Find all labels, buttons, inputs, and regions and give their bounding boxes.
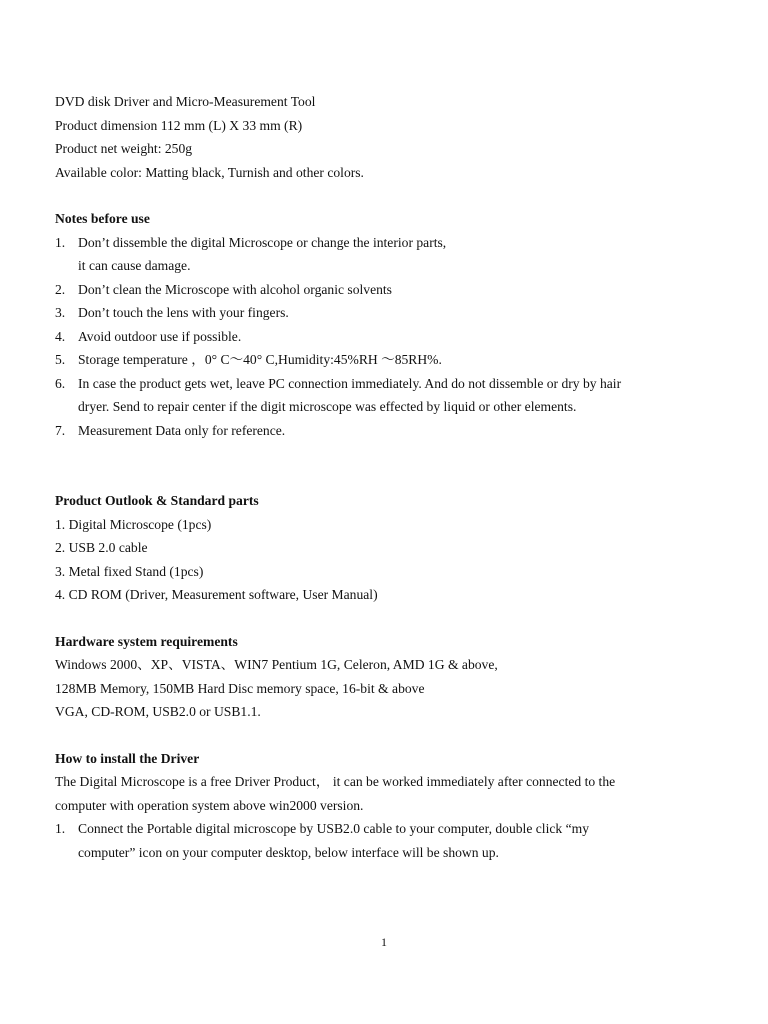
install-heading: How to install the Driver	[55, 750, 200, 766]
notes-item	[55, 278, 715, 302]
notes-item-text: Storage temperature ，0° C～40° C,Humidity:45%RH ～85RH%.	[78, 352, 442, 367]
notes-item-text: In case the product gets wet, leave PC connection immediately. And do not dissemble or dry by hair	[78, 375, 622, 391]
notes-item-number: 3.	[55, 305, 66, 320]
outlook-item: 1. Digital Microscope (1pcs)	[55, 516, 212, 532]
outlook-item: 2. USB 2.0 cable	[55, 540, 148, 555]
spec-line-color: Available color: Matting black, Turnish and other colors.	[55, 164, 364, 180]
notes-item-continuation: it can cause damage.	[78, 258, 191, 273]
hardware-section	[55, 630, 715, 724]
spec-block	[55, 90, 715, 184]
outlook-item: 4. CD ROM (Driver, Measurement software, User Manual)	[55, 587, 378, 602]
notes-item-text: Measurement Data only for reference.	[78, 422, 286, 438]
notes-item-number: 5.	[55, 352, 66, 367]
notes-item	[55, 419, 715, 443]
hardware-line: 128MB Memory, 150MB Hard Disc memory space, 16-bit & above	[55, 680, 425, 696]
install-step	[55, 817, 715, 841]
notes-item-number: 4.	[55, 328, 66, 344]
outlook-section	[55, 489, 715, 607]
hardware-line: Windows 2000、XP、VISTA、WIN7 Pentium 1G, Celeron, AMD 1G & above,	[55, 657, 498, 672]
notes-item-text: Don’t clean the Microscope with alcohol organic solvents	[78, 281, 392, 297]
hardware-heading: Hardware system requirements	[55, 633, 238, 649]
document-page	[55, 90, 715, 864]
notes-item-number: 2.	[55, 281, 66, 297]
notes-section	[55, 207, 715, 442]
spec-line-dimension: Product dimension 112 mm (L) X 33 mm (R)	[55, 117, 303, 133]
notes-item-number: 1.	[55, 234, 66, 250]
hardware-line: VGA, CD-ROM, USB2.0 or USB1.1.	[55, 704, 261, 719]
notes-item	[55, 348, 715, 372]
outlook-heading: Product Outlook & Standard parts	[55, 493, 259, 508]
install-section	[55, 747, 715, 865]
notes-item	[55, 231, 715, 255]
notes-item-number: 6.	[55, 375, 66, 391]
notes-item-continuation: dryer. Send to repair center if the digit microscope was effected by liquid or other elements.	[78, 399, 577, 414]
outlook-item: 3. Metal fixed Stand (1pcs)	[55, 563, 204, 579]
notes-heading: Notes before use	[55, 211, 150, 226]
notes-item	[55, 325, 715, 349]
install-paragraph-line: The Digital Microscope is a free Driver Product， it can be worked immediately after connected to the	[55, 774, 616, 789]
spec-line-title: DVD disk Driver and Micro-Measurement Tool	[55, 94, 316, 109]
notes-item-text: Don’t touch the lens with your fingers.	[78, 305, 289, 320]
notes-item-number: 7.	[55, 422, 66, 438]
spec-line-weight: Product net weight: 250g	[55, 141, 193, 156]
install-step-number: 1.	[55, 821, 66, 836]
notes-item	[55, 301, 715, 325]
notes-item-text: Avoid outdoor use if possible.	[78, 328, 242, 344]
notes-item-text: Don’t dissemble the digital Microscope or change the interior parts,	[78, 234, 447, 250]
install-step-continuation: computer” icon on your computer desktop, below interface will be shown up.	[78, 844, 499, 860]
notes-item	[55, 372, 715, 396]
page-number: 1	[381, 935, 387, 949]
install-paragraph-line: computer with operation system above win2000 version.	[55, 797, 364, 813]
install-step-text: Connect the Portable digital microscope by USB2.0 cable to your computer, double click “my	[78, 821, 589, 836]
